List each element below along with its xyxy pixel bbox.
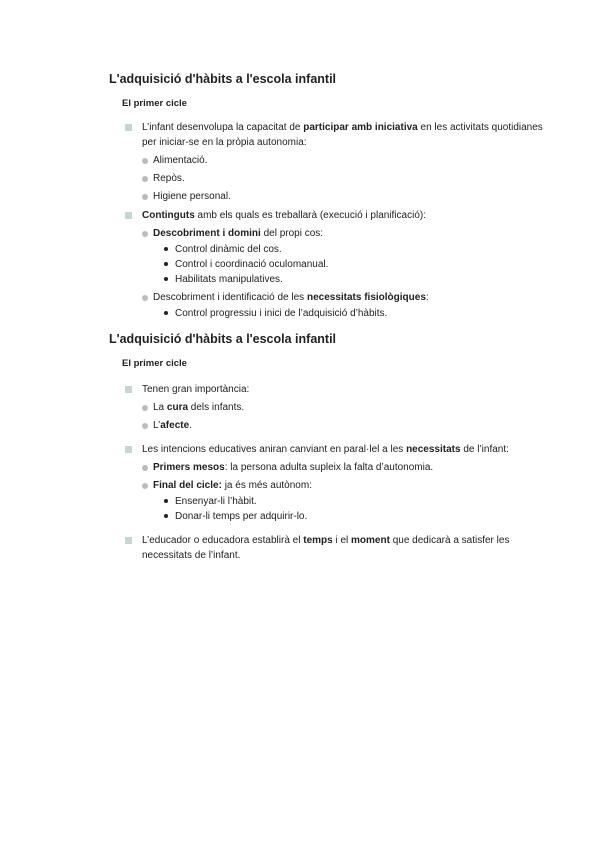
circle-bullet-icon (142, 295, 148, 301)
circle-bullet-icon (142, 423, 148, 429)
dot-bullet-icon (164, 277, 168, 281)
sub-list-item (142, 290, 549, 321)
sub-sub-list (153, 242, 549, 287)
sub-list-item (142, 189, 549, 204)
list-item (109, 442, 549, 524)
sub-item-text: La (153, 402, 167, 413)
item-text: de l’infant: (460, 444, 509, 455)
sub-list-item (142, 418, 549, 433)
sub-item-bold-text: Primers mesos (153, 462, 225, 473)
sub-item-bold-text: Final del cicle: (153, 480, 222, 491)
sub-sub-item-text: Control dinàmic del cos. (175, 244, 282, 255)
sub-item-bold-text: necessitats fisiològiques (306, 292, 426, 303)
sub-sub-list (153, 306, 549, 321)
sub-list-item (142, 153, 549, 168)
circle-bullet-icon (142, 194, 148, 200)
dot-bullet-icon (164, 262, 168, 266)
sub-list-item (142, 400, 549, 415)
sub-item-bold-text: cura (166, 402, 189, 413)
sub-item-text: Repòs. (153, 173, 185, 184)
square-bullet-icon (125, 446, 132, 453)
item-text: i el (332, 535, 352, 546)
sub-item-text: . (189, 420, 192, 431)
item-bold-text: participar amb iniciativa (303, 122, 418, 133)
list-item (109, 533, 549, 563)
list-item (109, 208, 549, 321)
square-bullet-icon (125, 212, 132, 219)
sub-item-text: dels infants. (188, 402, 245, 413)
sub-list-item (142, 226, 549, 287)
circle-bullet-icon (142, 465, 148, 471)
section-2 (109, 332, 549, 569)
section-2-title: L'adquisició d'hàbits a l'escola infantil (109, 332, 337, 346)
dot-bullet-icon (164, 514, 168, 518)
sub-list (142, 400, 549, 433)
list-item (109, 120, 549, 204)
square-bullet-icon (125, 386, 132, 393)
item-text: en les activitats quotidianes per iniciar-se en la pròpia autonomia: (142, 122, 543, 148)
square-bullet-icon (125, 124, 132, 131)
square-bullet-icon (125, 537, 132, 544)
sub-list-item (142, 460, 549, 475)
sub-list (142, 460, 549, 524)
sub-item-bold-text: afecte (160, 420, 190, 431)
section-1 (109, 72, 549, 325)
sub-sub-list-item (153, 272, 549, 287)
circle-bullet-icon (142, 158, 148, 164)
item-bold-text: temps (303, 535, 333, 546)
sub-sub-item-text: Ensenyar-li l’hàbit. (175, 496, 257, 507)
sub-list (142, 153, 549, 204)
item-text: Les intencions educatives aniran canviant en paral·lel a les (142, 444, 407, 455)
sub-item-bold-text: Descobriment i domini (153, 228, 261, 239)
section-1-subtitle: El primer cicle (122, 98, 187, 109)
sub-item-text: Alimentació. (153, 155, 208, 166)
section-1-title: L'adquisició d'hàbits a l'escola infantil (109, 72, 337, 86)
section-1-list (109, 120, 549, 321)
sub-sub-list-item (153, 242, 549, 257)
list-item (109, 382, 549, 433)
item-text: Tenen gran importància: (142, 384, 250, 395)
sub-item-text: L’ (153, 420, 161, 431)
sub-item-text: Higiene personal. (153, 191, 231, 202)
sub-sub-item-text: Control i coordinació oculomanual. (175, 259, 329, 270)
sub-sub-list-item (153, 494, 549, 509)
circle-bullet-icon (142, 405, 148, 411)
sub-item-text: del propi cos: (260, 228, 324, 239)
sub-sub-item-text: Donar-li temps per adquirir-lo. (175, 511, 308, 522)
sub-sub-item-text: Habilitats manipulatives. (175, 274, 283, 285)
item-bold-text: Continguts (142, 210, 195, 221)
sub-list-item (142, 478, 549, 524)
sub-sub-list-item (153, 509, 549, 524)
circle-bullet-icon (142, 231, 148, 237)
section-2-list (109, 382, 549, 563)
dot-bullet-icon (164, 247, 168, 251)
sub-sub-item-text: Control progressiu i inici de l’adquisició d’hàbits. (175, 308, 388, 319)
sub-sub-list-item (153, 306, 549, 321)
sub-item-text: : (425, 292, 429, 303)
item-text: L’infant desenvolupa la capacitat de (142, 122, 304, 133)
dot-bullet-icon (164, 499, 168, 503)
item-bold-text: necessitats (406, 444, 461, 455)
item-text: amb els quals es treballarà (execució i planificació): (194, 210, 426, 221)
section-2-subtitle: El primer cicle (122, 358, 187, 369)
sub-list (142, 226, 549, 321)
sub-item-text: Descobriment i identificació de les (153, 292, 307, 303)
sub-item-text: ja és més autònom: (221, 480, 312, 491)
sub-item-text: : la persona adulta supleix la falta d’autonomia. (224, 462, 434, 473)
sub-sub-list (153, 494, 549, 524)
circle-bullet-icon (142, 176, 148, 182)
sub-list-item (142, 171, 549, 186)
item-text: L’educador o educadora establirà el (142, 535, 304, 546)
item-text: que dedicarà a satisfer les necessitats de l’infant. (142, 535, 510, 561)
dot-bullet-icon (164, 311, 168, 315)
circle-bullet-icon (142, 483, 148, 489)
sub-sub-list-item (153, 257, 549, 272)
item-bold-text: moment (351, 535, 390, 546)
